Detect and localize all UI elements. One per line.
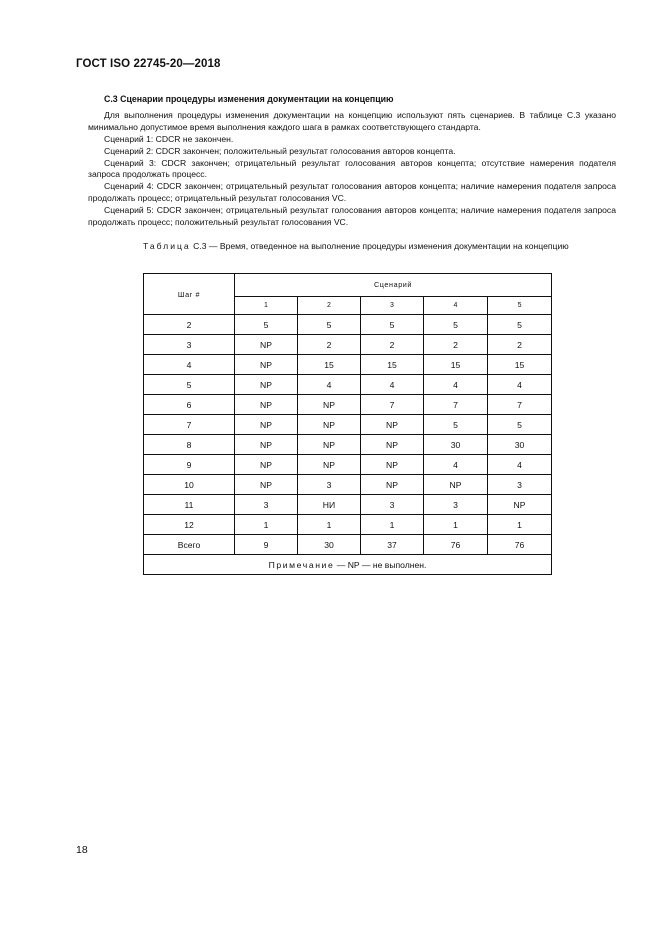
paragraph-scenario-1: Сценарий 1: CDCR не закончен. — [104, 133, 234, 144]
table-note — [144, 555, 552, 575]
value-cell: 5 — [424, 415, 488, 435]
header-scenario-1: 1 — [235, 296, 298, 314]
value-cell: NP — [235, 475, 298, 495]
header-scenario-5: 5 — [488, 296, 552, 314]
value-cell: 1 — [424, 515, 488, 535]
value-cell: 7 — [488, 395, 552, 415]
note-label: Примечание — [268, 559, 335, 570]
value-cell: 5 — [488, 315, 552, 335]
value-cell: NP — [235, 455, 298, 475]
value-cell: NP — [361, 475, 424, 495]
value-cell: 7 — [424, 395, 488, 415]
header-scenario-4: 4 — [424, 296, 488, 314]
table-caption-text: С.3 — Время, отведенное на выполнение процедуры изменения документации на концепцию — [193, 241, 569, 251]
value-cell: НИ — [298, 495, 361, 515]
value-cell: 15 — [424, 355, 488, 375]
step-cell: 12 — [144, 515, 235, 535]
value-cell: 1 — [235, 515, 298, 535]
value-cell: NP — [235, 375, 298, 395]
value-cell: 4 — [424, 455, 488, 475]
value-cell: 30 — [488, 435, 552, 455]
total-row — [144, 535, 552, 555]
value-cell: NP — [235, 435, 298, 455]
table-row — [144, 435, 552, 455]
total-cell: 37 — [361, 535, 424, 555]
value-cell: 5 — [488, 415, 552, 435]
step-cell: 5 — [144, 375, 235, 395]
total-cell: 76 — [488, 535, 552, 555]
value-cell: NP — [298, 435, 361, 455]
value-cell: 3 — [361, 495, 424, 515]
value-cell: 1 — [361, 515, 424, 535]
value-cell: 5 — [298, 315, 361, 335]
header-scenario: Сценарий — [235, 274, 552, 297]
value-cell: 3 — [235, 495, 298, 515]
value-cell: NP — [235, 395, 298, 415]
paragraph-scenario-4: Сценарий 4: CDCR закончен; отрицательный результат голосования авторов концепта; наличие намерения подателя запроса продолжать процесс; отрицательный результат голосования VC. — [88, 181, 616, 204]
header-step: Шаг # — [144, 274, 235, 315]
table-caption-label: Таблица — [143, 241, 191, 251]
value-cell: NP — [298, 395, 361, 415]
value-cell: NP — [361, 455, 424, 475]
value-cell: 4 — [298, 375, 361, 395]
step-cell: 7 — [144, 415, 235, 435]
step-cell: 3 — [144, 335, 235, 355]
total-label: Всего — [144, 535, 235, 555]
table-row — [144, 315, 552, 335]
table-row — [144, 515, 552, 535]
value-cell: NP — [235, 335, 298, 355]
step-cell: 4 — [144, 355, 235, 375]
value-cell: 30 — [424, 435, 488, 455]
section-body — [88, 94, 616, 229]
step-cell: 2 — [144, 315, 235, 335]
header-scenario-2: 2 — [298, 296, 361, 314]
table-caption — [143, 241, 583, 253]
paragraph-intro: Для выполнения процедуры изменения документации на концепцию используют пять сценариев. В таблице С.3 указано минимально допустимое время выполнения каждого шага в рамках соответствующего стандарта. — [88, 109, 616, 132]
table-row — [144, 415, 552, 435]
value-cell: 2 — [298, 335, 361, 355]
value-cell: 15 — [488, 355, 552, 375]
value-cell: 7 — [361, 395, 424, 415]
total-cell: 30 — [298, 535, 361, 555]
value-cell: 3 — [298, 475, 361, 495]
value-cell: 3 — [424, 495, 488, 515]
document-id: ГОСТ ISO 22745-20—2018 — [76, 58, 221, 70]
value-cell: NP — [298, 415, 361, 435]
paragraph-scenario-3: Сценарий 3: CDCR закончен; отрицательный результат голосования авторов концепта; отсутствие намерения подателя запроса продолжать процесс. — [88, 157, 616, 180]
table-row — [144, 475, 552, 495]
data-table — [143, 273, 552, 575]
value-cell: NP — [235, 415, 298, 435]
value-cell: 1 — [488, 515, 552, 535]
paragraph-scenario-2: Сценарий 2: CDCR закончен; положительный результат голосования авторов концепта. — [104, 145, 456, 156]
value-cell: 5 — [361, 315, 424, 335]
value-cell: 2 — [488, 335, 552, 355]
value-cell: 2 — [424, 335, 488, 355]
total-cell: 76 — [424, 535, 488, 555]
table-row — [144, 375, 552, 395]
step-cell: 8 — [144, 435, 235, 455]
table-row — [144, 395, 552, 415]
value-cell: NP — [424, 475, 488, 495]
value-cell: NP — [235, 355, 298, 375]
value-cell: NP — [488, 495, 552, 515]
page-number: 18 — [76, 844, 88, 856]
value-cell: 2 — [361, 335, 424, 355]
table-row — [144, 335, 552, 355]
value-cell: NP — [361, 435, 424, 455]
value-cell: 4 — [424, 375, 488, 395]
value-cell: 15 — [298, 355, 361, 375]
step-cell: 10 — [144, 475, 235, 495]
table-row — [144, 355, 552, 375]
value-cell: 15 — [361, 355, 424, 375]
value-cell: 4 — [361, 375, 424, 395]
step-cell: 9 — [144, 455, 235, 475]
header-scenario-3: 3 — [361, 296, 424, 314]
step-cell: 11 — [144, 495, 235, 515]
table-row — [144, 455, 552, 475]
table-row — [144, 495, 552, 515]
value-cell: 4 — [488, 455, 552, 475]
paragraph-scenario-5: Сценарий 5: CDCR закончен; отрицательный результат голосования авторов концепта; наличие намерения подателя запроса продолжать процесс; положительный результат голосования VC. — [88, 205, 616, 228]
total-cell: 9 — [235, 535, 298, 555]
note-row — [144, 555, 552, 575]
value-cell: NP — [298, 455, 361, 475]
section-title: С.3 Сценарии процедуры изменения документации на концепцию — [104, 94, 394, 104]
value-cell: 1 — [298, 515, 361, 535]
step-cell: 6 — [144, 395, 235, 415]
value-cell: 5 — [235, 315, 298, 335]
value-cell: 3 — [488, 475, 552, 495]
note-text: — NP — не выполнен. — [336, 559, 427, 570]
value-cell: 4 — [488, 375, 552, 395]
value-cell: NP — [361, 415, 424, 435]
value-cell: 5 — [424, 315, 488, 335]
